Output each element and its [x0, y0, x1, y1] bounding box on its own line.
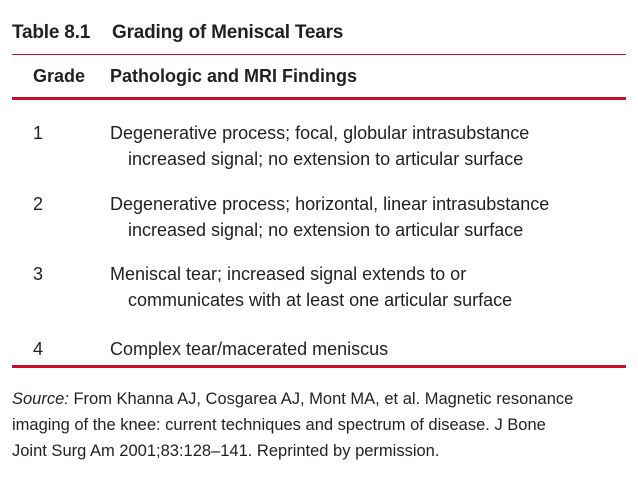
row-grade: 3: [33, 264, 44, 284]
source-line-3: Joint Surg Am 2001;83:128–141. Reprinted by permission.: [12, 442, 440, 460]
top-rule: [12, 54, 626, 55]
column-header-findings: Pathologic and MRI Findings: [110, 66, 357, 86]
row-findings-line1: Degenerative process; focal, globular intrasubstance: [110, 123, 530, 143]
source-line-2: imaging of the knee: current techniques and spectrum of disease. J Bone: [12, 416, 546, 434]
row-findings-line2: increased signal; no extension to articular surface: [128, 149, 524, 169]
row-findings-line1: Complex tear/macerated meniscus: [110, 339, 389, 359]
source-note: [12, 386, 626, 464]
header-rule: [12, 97, 626, 100]
source-line-1: [12, 386, 626, 412]
table-label: Table 8.1: [12, 22, 91, 43]
bottom-rule: [12, 365, 626, 368]
column-header-grade: Grade: [33, 66, 86, 86]
row-findings-line1: Degenerative process; horizontal, linear intrasubstance: [110, 194, 550, 214]
table-title-text: Grading of Meniscal Tears: [112, 22, 344, 43]
row-grade: 4: [33, 339, 44, 359]
source-text-1: From Khanna AJ, Cosgarea AJ, Mont MA, et al. Magnetic resonance: [68, 390, 574, 408]
row-grade: 2: [33, 194, 44, 214]
table-title: [12, 22, 343, 44]
row-grade: 1: [33, 123, 44, 143]
row-findings-line1: Meniscal tear; increased signal extends to or: [110, 264, 467, 284]
row-findings-line2: communicates with at least one articular surface: [128, 290, 513, 310]
row-findings-line2: increased signal; no extension to articular surface: [128, 220, 524, 240]
source-label: Source:: [12, 390, 69, 408]
